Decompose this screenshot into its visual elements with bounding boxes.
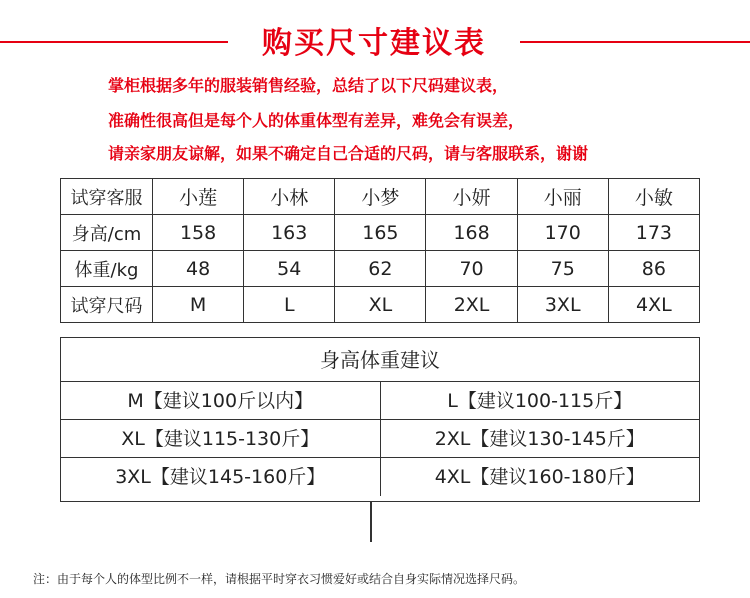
intro-line-1: 掌柜根据多年的服装销售经验，总结了以下尺码建议表， bbox=[108, 76, 509, 95]
table-cell: XL bbox=[335, 287, 426, 323]
row-label-cell: 试穿尺码 bbox=[61, 287, 153, 323]
advice-cell: 3XL【建议145-160斤】 bbox=[61, 458, 381, 496]
table-cell: 158 bbox=[153, 215, 244, 251]
advice-cell: M【建议100斤以内】 bbox=[61, 382, 381, 419]
model-name-cell: 小梦 bbox=[335, 179, 426, 215]
model-name-cell: 小敏 bbox=[608, 179, 699, 215]
table-row-height bbox=[61, 215, 700, 251]
model-name-cell: 小莲 bbox=[153, 179, 244, 215]
table-cell: 165 bbox=[335, 215, 426, 251]
page-title: 购买尺寸建议表 bbox=[262, 26, 486, 61]
advice-grid bbox=[61, 382, 699, 496]
model-name-cell: 小林 bbox=[244, 179, 335, 215]
footnote: 注：由于每个人的体型比例不一样，请根据平时穿衣习惯爱好或结合自身实际情况选择尺码。 bbox=[33, 572, 526, 586]
table-cell: 173 bbox=[608, 215, 699, 251]
table-cell: 170 bbox=[517, 215, 608, 251]
table-cell: 163 bbox=[244, 215, 335, 251]
advice-cell: 2XL【建议130-145斤】 bbox=[434, 428, 645, 450]
table-cell: 86 bbox=[608, 251, 699, 287]
size-table bbox=[60, 178, 700, 323]
table-header-row bbox=[61, 179, 700, 215]
table-cell: L bbox=[244, 287, 335, 323]
title-rule-right bbox=[520, 41, 750, 43]
divider-line bbox=[370, 502, 372, 542]
advice-cell: L【建议100-115斤】 bbox=[447, 390, 633, 412]
table-row-size bbox=[61, 287, 700, 323]
table-cell: 75 bbox=[517, 251, 608, 287]
row-label-cell: 身高/cm bbox=[61, 215, 153, 251]
table-cell: 168 bbox=[426, 215, 517, 251]
table-cell: 3XL bbox=[517, 287, 608, 323]
table-cell: M bbox=[153, 287, 244, 323]
table-cell: 48 bbox=[153, 251, 244, 287]
table-cell: 54 bbox=[244, 251, 335, 287]
header-label-cell: 试穿客服 bbox=[61, 179, 153, 215]
table-cell: 70 bbox=[426, 251, 517, 287]
table-row-weight bbox=[61, 251, 700, 287]
advice-row bbox=[61, 382, 699, 420]
table-cell: 2XL bbox=[426, 287, 517, 323]
advice-box bbox=[60, 337, 700, 502]
model-name-cell: 小丽 bbox=[517, 179, 608, 215]
table-cell: 4XL bbox=[608, 287, 699, 323]
advice-cell: XL【建议115-130斤】 bbox=[61, 420, 381, 457]
advice-title: 身高体重建议 bbox=[61, 338, 699, 382]
advice-row bbox=[61, 420, 699, 458]
intro-line-3: 请亲家朋友谅解，如果不确定自己合适的尺码，请与客服联系，谢谢 bbox=[108, 144, 589, 163]
row-label-cell: 体重/kg bbox=[61, 251, 153, 287]
table-cell: 62 bbox=[335, 251, 426, 287]
advice-cell: 4XL【建议160-180斤】 bbox=[434, 466, 645, 488]
advice-row bbox=[61, 458, 699, 496]
intro-line-2: 准确性很高但是每个人的体重体型有差异，难免会有误差， bbox=[108, 111, 525, 130]
title-rule-left bbox=[0, 41, 228, 43]
model-name-cell: 小妍 bbox=[426, 179, 517, 215]
